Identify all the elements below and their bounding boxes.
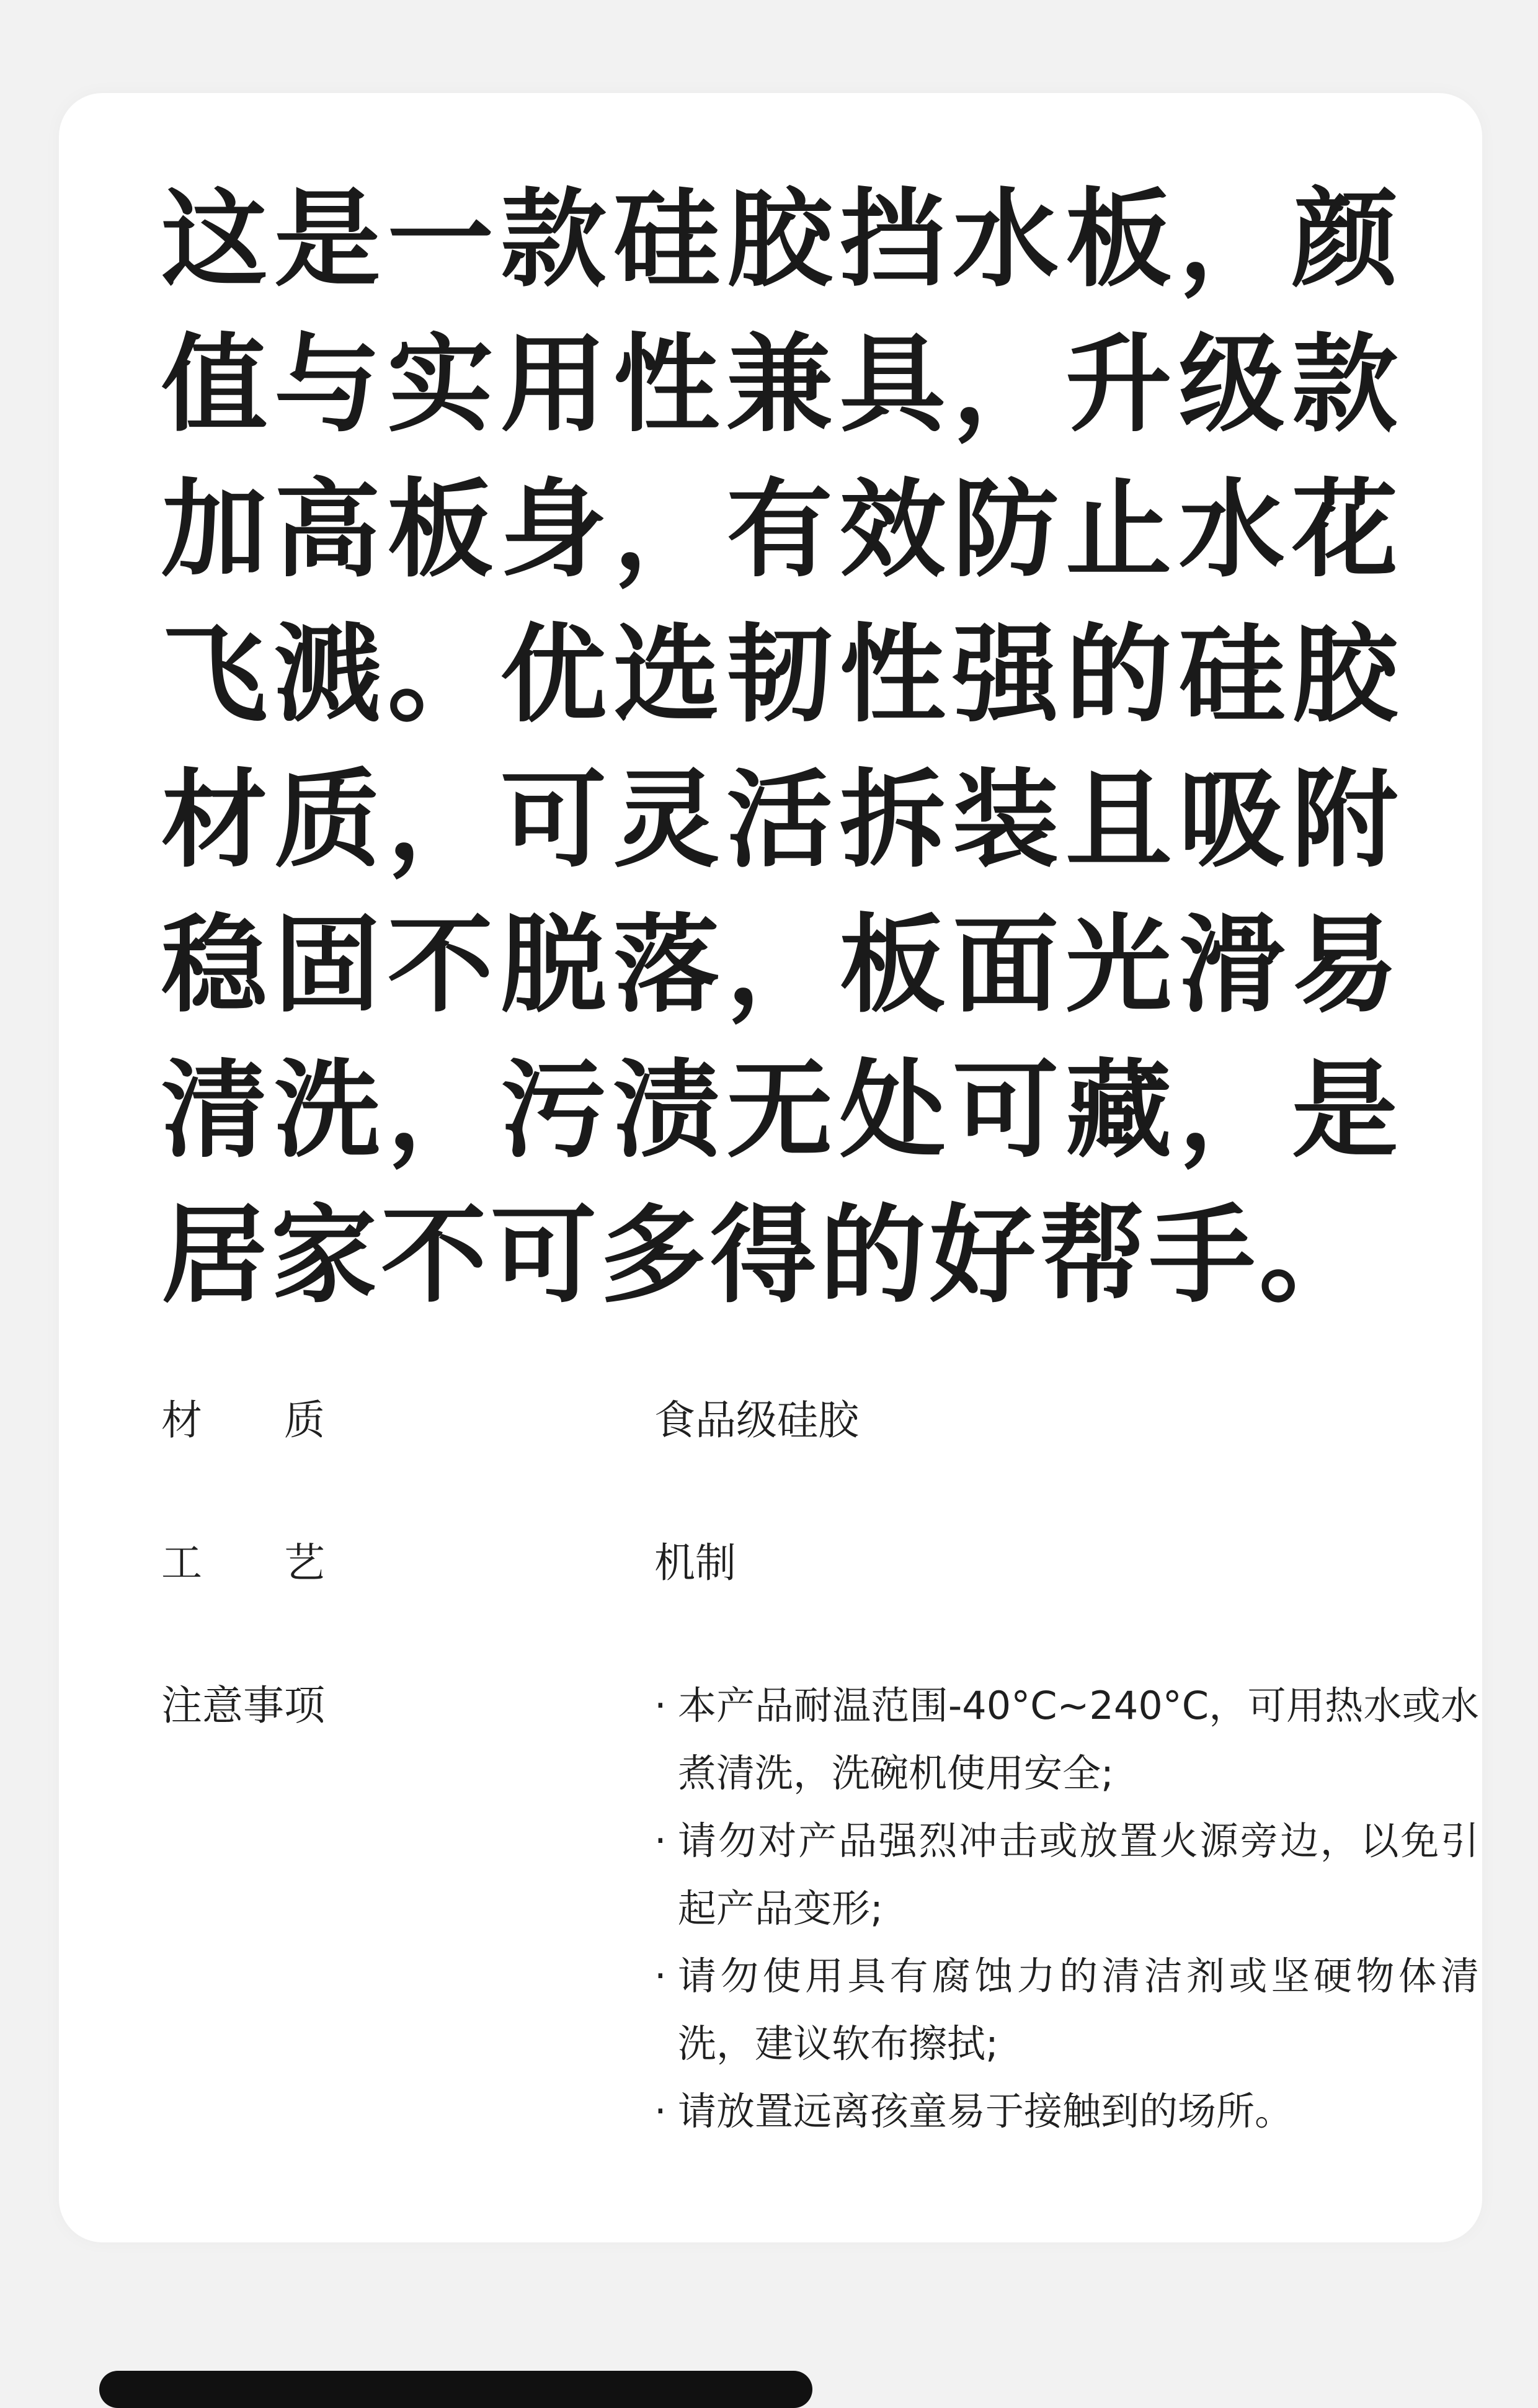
spec-label-material: 材 质 bbox=[161, 1396, 325, 1444]
note-text: 请放置远离孩童易于接触到的场所。 bbox=[678, 2089, 1294, 2134]
bullet-dot-icon: · bbox=[654, 2089, 667, 2134]
bottom-bar bbox=[99, 2371, 812, 2408]
spec-label-craft: 工 艺 bbox=[161, 1539, 325, 1587]
product-description: 这是一款硅胶挡水板，颜值与实用性兼具，升级款加高板身，有效防止水花飞溅。优选韧性强的硅胶材质，可灵活拆装且吸附稳固不脱落，板面光滑易清洗，污渍无处可藏，是居家不可多得的好帮手。 bbox=[161, 178, 1402, 1318]
bullet-dot-icon: · bbox=[654, 1683, 667, 1728]
note-item bbox=[654, 1807, 1479, 1942]
bullet-dot-icon: · bbox=[654, 1818, 667, 1863]
note-item bbox=[654, 1672, 1479, 1807]
note-item bbox=[654, 1942, 1479, 2077]
note-text: 请勿对产品强烈冲击或放置火源旁边，以免引起产品变形; bbox=[678, 1818, 1479, 1931]
notes-list bbox=[654, 1672, 1479, 2145]
note-text: 请勿使用具有腐蚀力的清洁剂或坚硬物体清洗，建议软布擦拭; bbox=[678, 1953, 1479, 2066]
bullet-dot-icon: · bbox=[654, 1953, 667, 1999]
spec-value-material: 食品级硅胶 bbox=[654, 1396, 859, 1444]
note-item bbox=[654, 2077, 1479, 2145]
spec-value-craft: 机制 bbox=[654, 1539, 736, 1587]
spec-label-notes: 注意事项 bbox=[161, 1682, 325, 1729]
note-text: 本产品耐温范围-40°C~240°C，可用热水或水煮清洗，洗碗机使用安全; bbox=[678, 1683, 1479, 1796]
